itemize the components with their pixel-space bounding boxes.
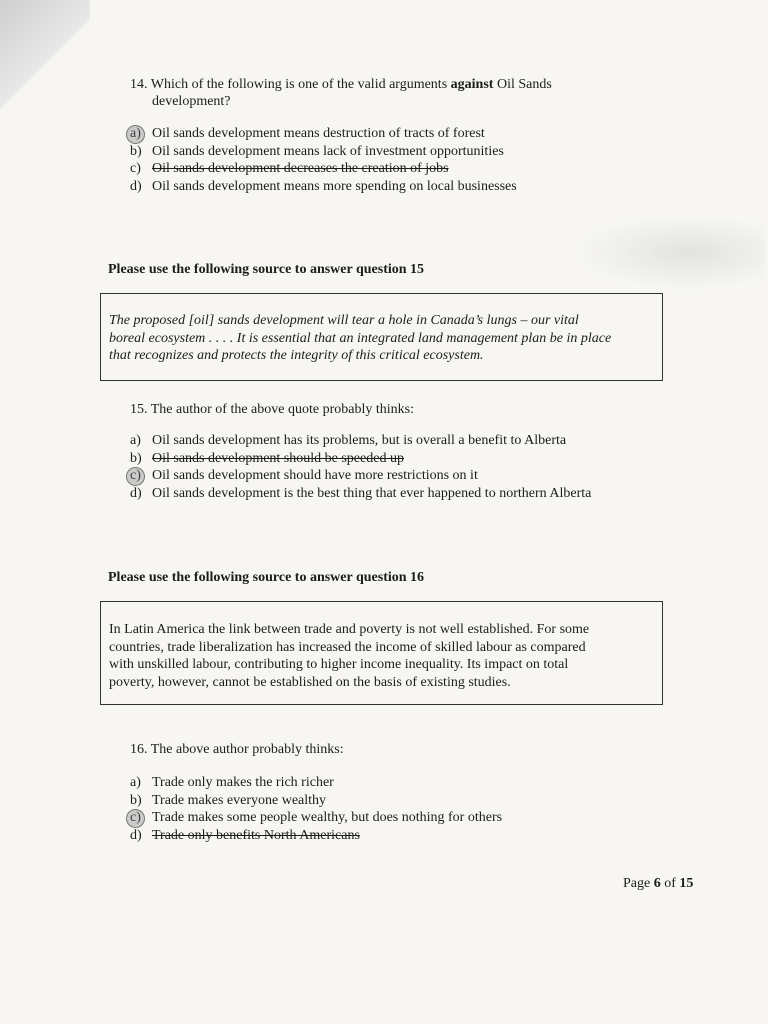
page-number bbox=[623, 876, 693, 892]
page-total: 15 bbox=[679, 876, 694, 891]
page-current: 6 bbox=[653, 876, 661, 891]
option-letter: b) bbox=[130, 792, 142, 808]
question-text-end: Oil Sands bbox=[493, 77, 552, 92]
quote-line: countries, trade liberalization has increased the income of skilled labour as compared bbox=[109, 639, 586, 655]
question-14 bbox=[130, 76, 552, 110]
selected-mark bbox=[126, 467, 145, 486]
question-text: The author of the above quote probably thinks: bbox=[150, 402, 414, 417]
option-c[interactable] bbox=[130, 160, 517, 178]
question-16-options bbox=[130, 774, 502, 844]
option-text: Oil sands development should be speeded up bbox=[152, 450, 404, 466]
option-text: Oil sands development is the best thing that ever happened to northern Alberta bbox=[152, 485, 592, 501]
question-text: The above author probably thinks: bbox=[150, 742, 344, 757]
option-text: Oil sands development decreases the creation of jobs bbox=[152, 161, 449, 176]
option-text: Trade makes some people wealthy, but does nothing for others bbox=[152, 810, 503, 825]
option-text: Oil sands development means more spending on local businesses bbox=[152, 178, 517, 194]
question-number: 15. bbox=[130, 402, 148, 417]
folded-corner bbox=[0, 0, 90, 150]
option-a[interactable] bbox=[130, 774, 502, 792]
option-text: Oil sands development has its problems, but is overall a benefit to Alberta bbox=[152, 433, 567, 448]
option-b[interactable] bbox=[130, 450, 591, 468]
option-b[interactable] bbox=[130, 792, 502, 810]
option-text: Trade only benefits North Americans bbox=[152, 827, 360, 843]
option-letter: d) bbox=[130, 827, 142, 843]
selected-mark bbox=[126, 125, 145, 144]
question-text-line2: development? bbox=[152, 94, 231, 109]
option-text: Oil sands development means lack of investment opportunities bbox=[152, 143, 504, 159]
option-d[interactable] bbox=[130, 485, 591, 503]
option-c[interactable] bbox=[130, 467, 591, 485]
question-15-options bbox=[130, 432, 591, 502]
selected-mark bbox=[126, 809, 145, 828]
option-letter: b) bbox=[130, 450, 142, 466]
option-a[interactable] bbox=[130, 432, 591, 450]
question-16 bbox=[130, 741, 344, 758]
option-letter: a) bbox=[130, 775, 141, 790]
source-16-quote-box bbox=[100, 601, 663, 705]
question-emphasis: against bbox=[450, 77, 494, 92]
quote-line: poverty, however, cannot be established on the basis of existing studies. bbox=[109, 674, 511, 690]
source-15-quote-box bbox=[100, 293, 663, 381]
option-c[interactable] bbox=[130, 809, 502, 827]
source-16-heading: Please use the following source to answer question 16 bbox=[108, 570, 425, 585]
question-14-options bbox=[130, 125, 517, 195]
option-letter: d) bbox=[130, 178, 142, 194]
option-b[interactable] bbox=[130, 143, 517, 161]
question-15 bbox=[130, 401, 414, 418]
quote-line: In Latin America the link between trade and poverty is not well established. For some bbox=[109, 622, 590, 637]
quote-line: boreal ecosystem . . . . It is essential that an integrated land management plan be in place bbox=[109, 330, 612, 346]
quote-line: with unskilled labour, contributing to higher income inequality. Its impact on total bbox=[109, 657, 569, 672]
paper-smudge bbox=[575, 215, 765, 290]
option-text: Trade makes everyone wealthy bbox=[152, 792, 327, 808]
option-letter: a) bbox=[130, 433, 141, 448]
option-a[interactable] bbox=[130, 125, 517, 143]
question-text: Which of the following is one of the valid arguments bbox=[150, 77, 451, 92]
source-15-heading: Please use the following source to answer question 15 bbox=[108, 262, 425, 277]
page-of: of bbox=[660, 876, 680, 891]
page-label: Page bbox=[623, 876, 654, 891]
option-letter: c) bbox=[130, 810, 141, 825]
option-text: Oil sands development means destruction of tracts of forest bbox=[152, 126, 485, 141]
quote-line: that recognizes and protects the integrity of this critical ecosystem. bbox=[109, 348, 484, 363]
option-letter: b) bbox=[130, 143, 142, 159]
question-number: 14. bbox=[130, 77, 148, 92]
option-text: Oil sands development should have more restrictions on it bbox=[152, 468, 478, 483]
option-letter: d) bbox=[130, 485, 142, 501]
option-letter: c) bbox=[130, 468, 141, 483]
option-d[interactable] bbox=[130, 178, 517, 196]
option-letter: a) bbox=[130, 126, 141, 141]
option-letter: c) bbox=[130, 161, 141, 176]
quote-line: The proposed [oil] sands development will tear a hole in Canada’s lungs – our vital bbox=[109, 313, 579, 328]
option-text: Trade only makes the rich richer bbox=[152, 775, 334, 790]
option-d[interactable] bbox=[130, 827, 502, 845]
question-number: 16. bbox=[130, 742, 148, 757]
